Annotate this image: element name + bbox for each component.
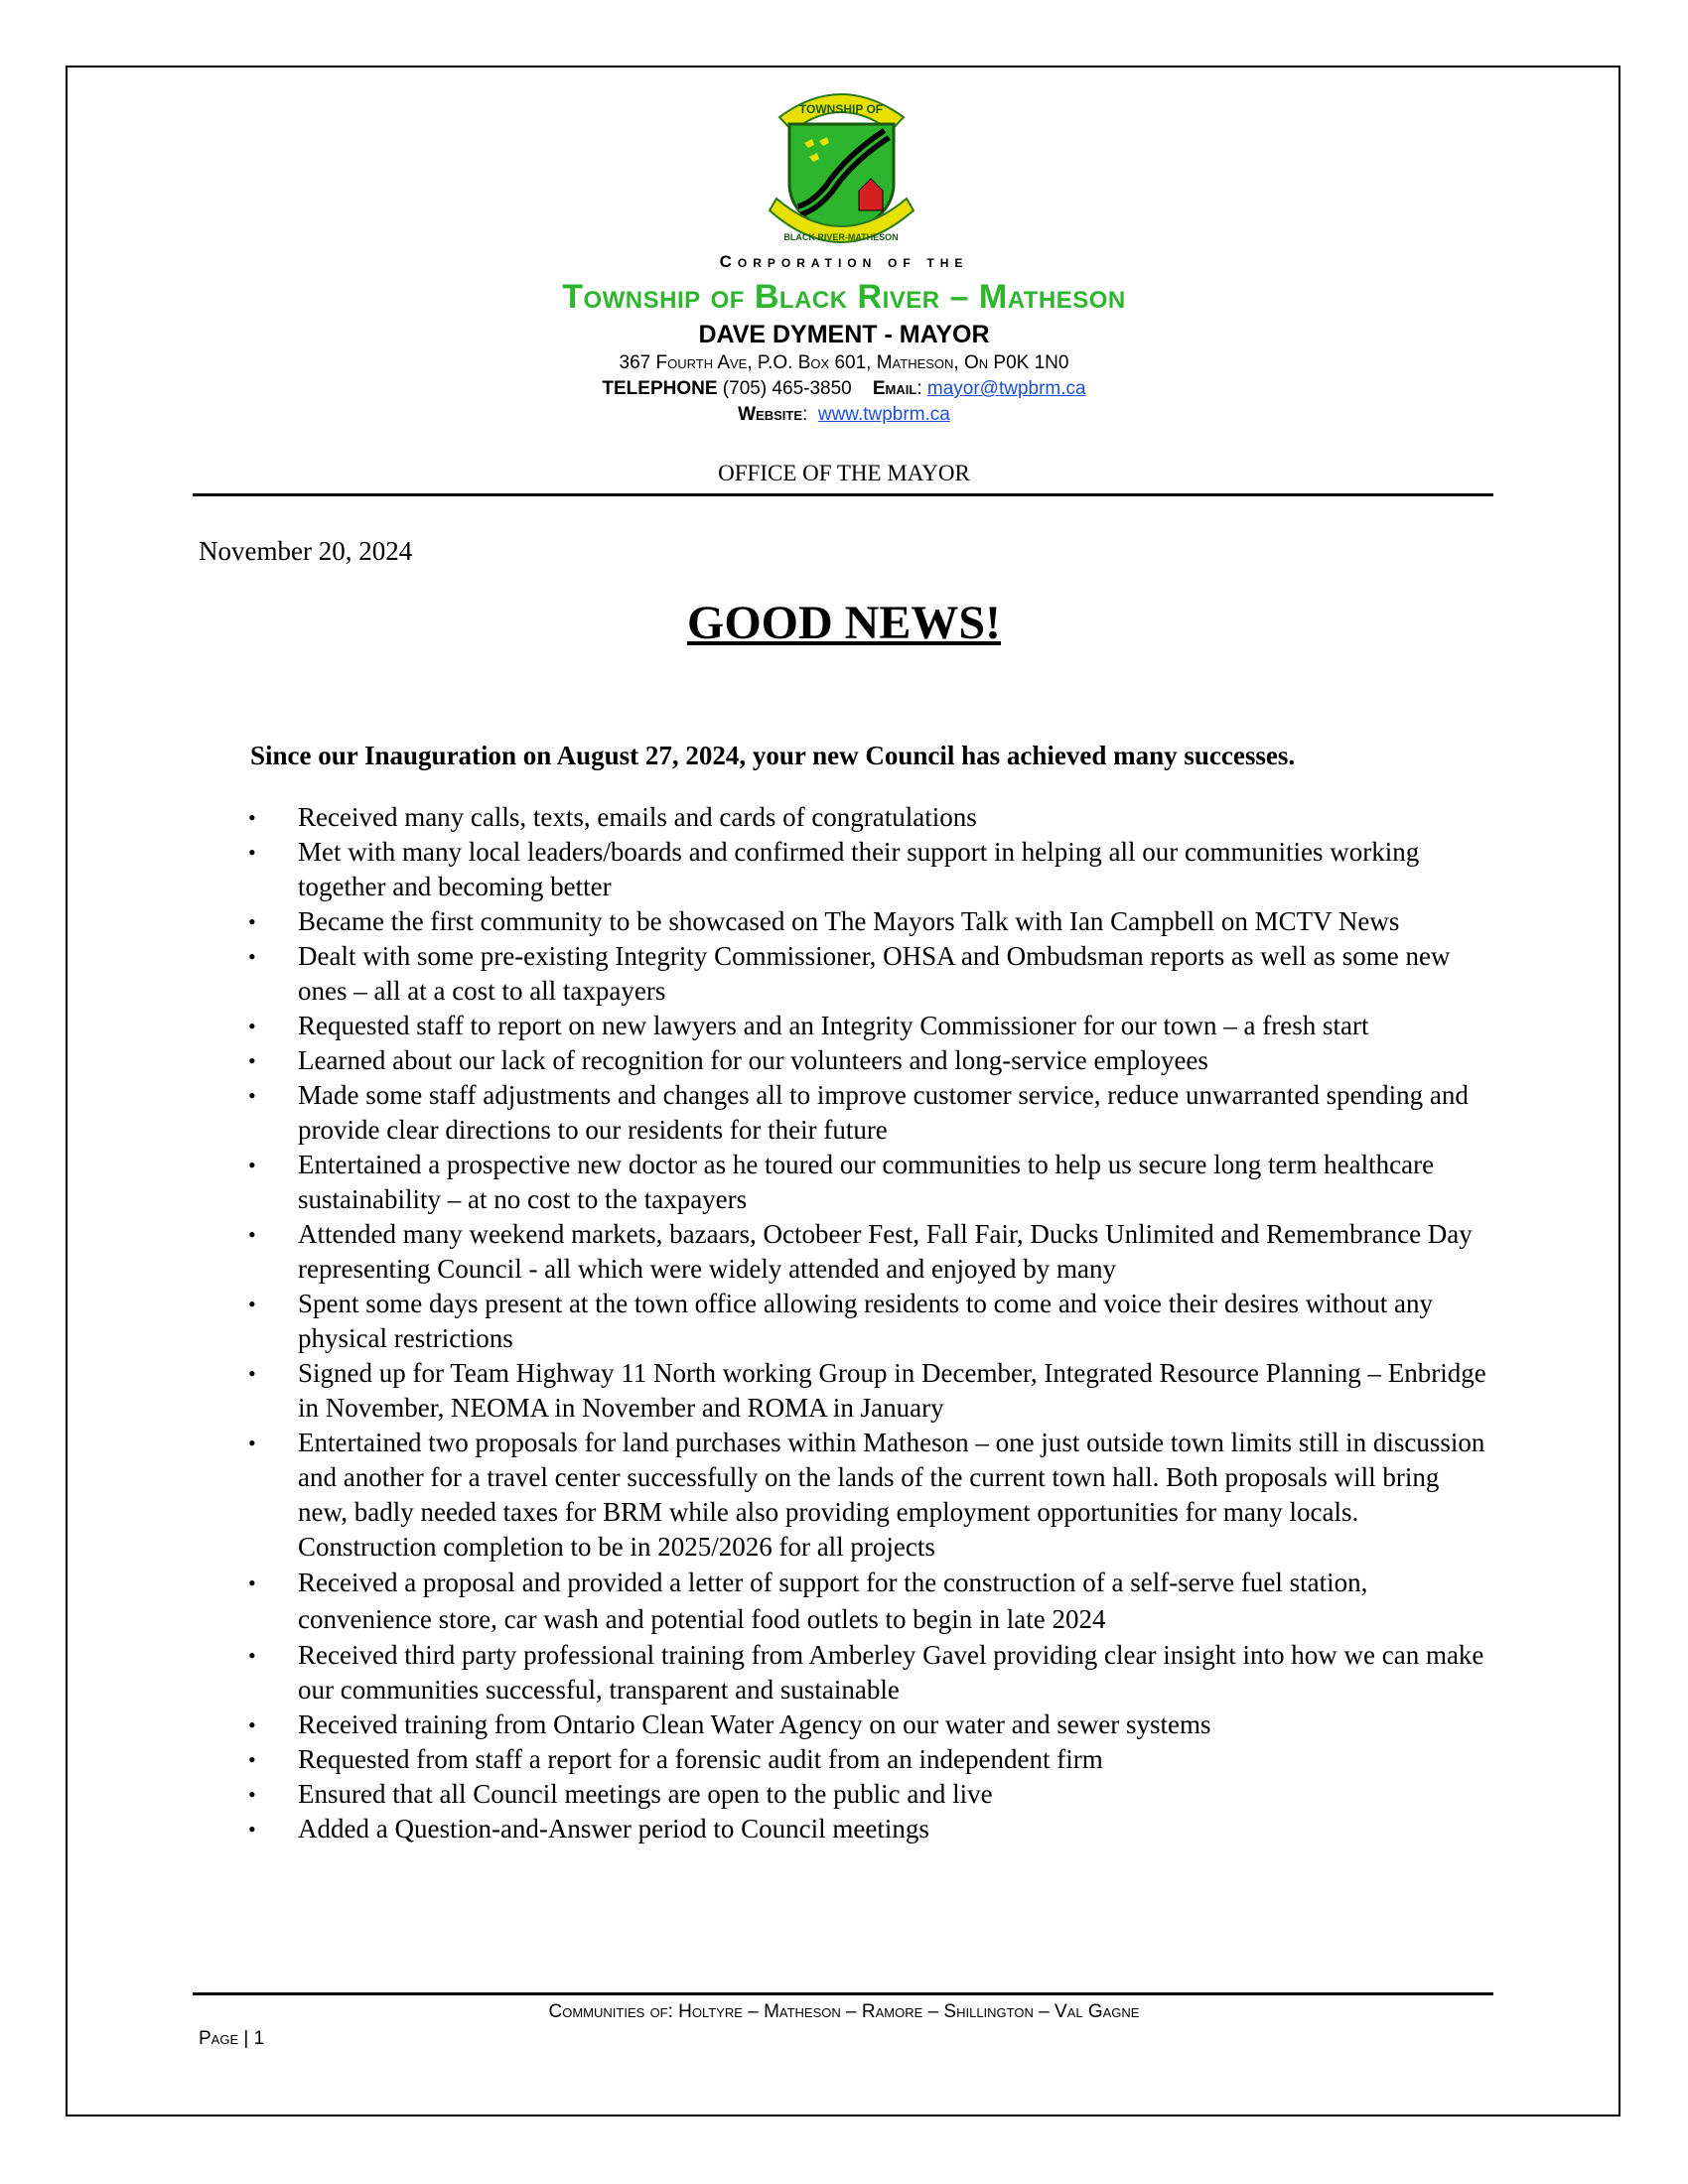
list-item: • Requested from staff a report for a forensic audit from an independent firm: [248, 1742, 1489, 1777]
bullet-icon: •: [248, 1643, 256, 1668]
email-link[interactable]: mayor@twpbrm.ca: [926, 378, 1086, 399]
bullet-icon: •: [248, 1222, 256, 1247]
bullet-icon: •: [248, 909, 256, 934]
list-item: • Received training from Ontario Clean Water Agency on our water and sewer systems: [248, 1707, 1489, 1742]
bullet-icon: •: [248, 1014, 256, 1038]
list-item: • Added a Question-and-Answer period to Council meetings: [248, 1812, 1489, 1846]
website-line: Website: www.twpbrm.ca: [738, 404, 950, 425]
corporation-label: Corporation of the: [719, 252, 969, 271]
bullet-icon: •: [248, 840, 256, 865]
bullet-icon: •: [248, 1782, 256, 1807]
crest-bottom-text: BLACK RIVER-MATHESON: [783, 232, 899, 242]
list-item: • Dealt with some pre-existing Integrity Commissioner, OHSA and Ombudsman reports as well as some new ones – all at a cost to all taxpayers: [248, 941, 1451, 1006]
crest-top-text: TOWNSHIP OF: [798, 102, 884, 116]
bullet-icon: •: [248, 805, 256, 830]
office-of-the-mayor: OFFICE OF THE MAYOR: [718, 461, 970, 485]
bullet-icon: •: [248, 1570, 256, 1595]
list-item: • Spent some days present at the town office allowing residents to come and voice their desires without any physical restrictions: [248, 1289, 1433, 1353]
mayor-name: DAVE DYMENT - MAYOR: [698, 321, 990, 348]
mailing-address: 367 Fourth Ave, P.O. Box 601, Matheson, On P0K 1N0: [619, 352, 1069, 373]
telephone-number: (705) 465-3850: [722, 378, 852, 399]
footer-divider: [193, 1992, 1493, 1995]
list-item: • Entertained a prospective new doctor as he toured our communities to help us secure long term healthcare sustainability – at no cost to the taxpayers: [248, 1150, 1435, 1214]
header-divider: [193, 493, 1493, 496]
website-label: Website: [738, 404, 802, 425]
bullet-icon: •: [248, 1292, 256, 1316]
website-link[interactable]: www.twpbrm.ca: [817, 404, 950, 425]
letter-date: November 20, 2024: [199, 536, 413, 566]
list-item: • Made some staff adjustments and changes all to improve customer service, reduce unwarranted spending and provide clear directions to our residents for their future: [248, 1080, 1469, 1145]
list-item: • Received a proposal and provided a letter of support for the construction of a self-serve fuel station, convenience store, car wash and potential food outlets to begin in late 2024: [248, 1565, 1489, 1638]
bullet-icon: •: [248, 1712, 256, 1737]
bullet-icon: •: [248, 1083, 256, 1108]
list-item: • Attended many weekend markets, bazaars, Octobeer Fest, Fall Fair, Ducks Unlimited and Remembrance Day representing Council - all which were widely attended and enjoyed by many: [248, 1219, 1473, 1284]
list-item: • Received third party professional training from Amberley Gavel providing clear insight into how we can make our communities successful, transparent and sustainable: [248, 1640, 1484, 1705]
township-crest-logo: [760, 79, 923, 253]
bullet-icon: •: [248, 1817, 256, 1842]
bullet-icon: •: [248, 1747, 256, 1772]
list-item: • Entertained two proposals for land purchases within Matheson – one just outside town limits still in discussion and another for a travel center successfully on the lands of the current town hall. Both proposals will bring new, badly needed taxes for BRM while also providing employment opportunities for many locals. Construction completion to be in 2025/2026 for all projects: [248, 1428, 1485, 1562]
list-item: • Ensured that all Council meetings are open to the public and live: [248, 1777, 1489, 1812]
telephone-label: TELEPHONE: [602, 378, 718, 399]
bullet-icon: •: [248, 1153, 256, 1177]
headline: GOOD NEWS!: [686, 597, 1002, 649]
achievements-list: [248, 800, 1489, 1846]
list-item: • Became the first community to be showcased on The Mayors Talk with Ian Campbell on MCTV News: [248, 904, 1489, 939]
intro-sentence: Since our Inauguration on August 27, 2024, your new Council has achieved many successes.: [250, 741, 1296, 770]
bullet-icon: •: [248, 1431, 256, 1455]
list-item: • Learned about our lack of recognition for our volunteers and long-service employees: [248, 1043, 1489, 1078]
list-item: • Met with many local leaders/boards and confirmed their support in helping all our communities working together and becoming better: [248, 837, 1420, 901]
bullet-icon: •: [248, 1361, 256, 1386]
bullet-icon: •: [248, 944, 256, 969]
page-number: Page | 1: [199, 2028, 265, 2049]
list-item: • Received many calls, texts, emails and cards of congratulations: [248, 800, 1489, 835]
list-item: • Requested staff to report on new lawyers and an Integrity Commissioner for our town – a fresh start: [248, 1009, 1489, 1043]
contact-line: TELEPHONE (705) 465-3850 Email: mayor@twpbrm.ca: [602, 378, 1086, 399]
email-label: Email: [872, 378, 917, 399]
list-item: • Signed up for Team Highway 11 North working Group in December, Integrated Resource Planning – Enbridge in November, NEOMA in November and ROMA in January: [248, 1358, 1486, 1423]
bullet-icon: •: [248, 1048, 256, 1073]
township-name: Township of Black River – Matheson: [562, 278, 1126, 316]
footer-communities: Communities of: Holtyre – Matheson – Ramore – Shillington – Val Gagne: [548, 2001, 1140, 2022]
